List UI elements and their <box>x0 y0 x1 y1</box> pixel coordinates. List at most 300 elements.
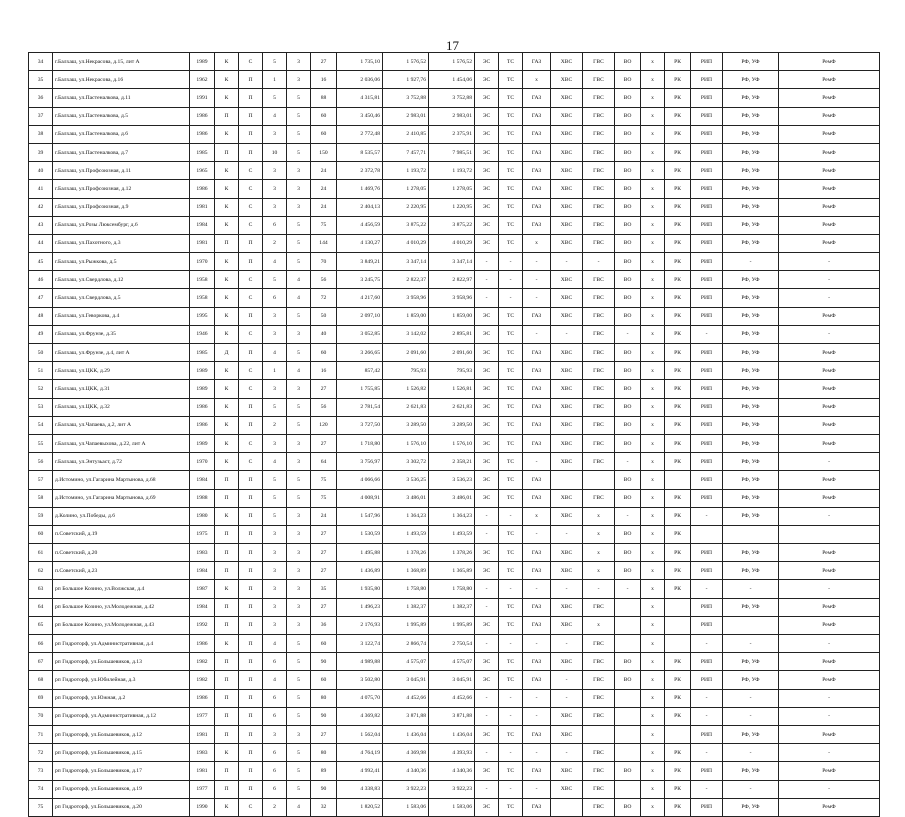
cell-entrances-count: 3 <box>263 198 287 216</box>
cell-cold-water: ХВС <box>551 562 583 580</box>
cell-address: г.Балхаш, ул.Свердлова, д.12 <box>53 271 190 289</box>
cell-address: г.Балхаш, ул.Фрунзе, д.35 <box>53 325 190 343</box>
cell-entrances-count: 3 <box>263 562 287 580</box>
cell-rf-uf-fund: РФ, УФ <box>723 125 779 143</box>
cell-electricity: ЭС <box>475 380 499 398</box>
housing-register-table <box>28 52 880 817</box>
table-row <box>29 562 880 580</box>
cell-rf-uf-fund <box>723 525 779 543</box>
cell-sewerage: ВО <box>615 125 641 143</box>
cell-cold-water: ХВС <box>551 707 583 725</box>
cell-rf-uf-fund: РФ, УФ <box>723 89 779 107</box>
cell-hot-water: ГВС <box>583 744 615 762</box>
cell-hot-water: - <box>583 580 615 598</box>
cell-wall-material: К <box>215 71 239 89</box>
cell-entrances-count: 5 <box>263 53 287 71</box>
cell-hot-water: ГВС <box>583 635 615 653</box>
cell-cold-water <box>551 798 583 816</box>
cell-rip-fund: - <box>691 325 723 343</box>
cell-rip-fund: РИП <box>691 762 723 780</box>
cell-gas: - <box>523 780 551 798</box>
cell-remf-fund: РемФ <box>779 234 880 252</box>
cell-floor-material: П <box>239 616 263 634</box>
cell-rip-fund: РИП <box>691 562 723 580</box>
cell-residential-area: 2 983,01 <box>429 107 475 125</box>
cell-cold-water: - <box>551 525 583 543</box>
cell-electricity: - <box>475 289 499 307</box>
cell-cold-water: ХВС <box>551 53 583 71</box>
cell-year-built: 1981 <box>190 762 215 780</box>
cell-sewerage: ВО <box>615 271 641 289</box>
cell-hot-water: ГВС <box>583 653 615 671</box>
table-row <box>29 380 880 398</box>
cell-floor-material: П <box>239 71 263 89</box>
table-row <box>29 416 880 434</box>
cell-year-built: 1946 <box>190 325 215 343</box>
cell-floor-material: П <box>239 398 263 416</box>
cell-address: г.Балхаш, ул.Профсоюзная, д.11 <box>53 162 190 180</box>
cell-row-number: 38 <box>29 125 53 143</box>
cell-gas: ГАЗ <box>523 216 551 234</box>
cell-entrances-count: 10 <box>263 143 287 161</box>
cell-year-built: 1984 <box>190 471 215 489</box>
cell-living-area: 3 289,50 <box>383 416 429 434</box>
cell-repair-fund <box>665 725 691 743</box>
table-row <box>29 762 880 780</box>
cell-apartments-count: 27 <box>311 725 337 743</box>
cell-electricity: ЭС <box>475 216 499 234</box>
table-row <box>29 253 880 271</box>
cell-address: п.Советский, д.19 <box>53 525 190 543</box>
table-row <box>29 234 880 252</box>
cell-wall-material: К <box>215 744 239 762</box>
cell-flag: х <box>641 489 665 507</box>
cell-rip-fund: - <box>691 507 723 525</box>
cell-wall-material: К <box>215 271 239 289</box>
cell-year-built: 1977 <box>190 707 215 725</box>
table-row <box>29 125 880 143</box>
cell-heating: ТС <box>499 725 523 743</box>
cell-repair-fund: РК <box>665 271 691 289</box>
cell-electricity: ЭС <box>475 616 499 634</box>
cell-electricity: - <box>475 525 499 543</box>
cell-rf-uf-fund: - <box>723 253 779 271</box>
cell-row-number: 40 <box>29 162 53 180</box>
cell-entrances-count: 3 <box>263 580 287 598</box>
cell-rip-fund: РИП <box>691 434 723 452</box>
table-row <box>29 162 880 180</box>
cell-apartments-count: 144 <box>311 234 337 252</box>
cell-heating: - <box>499 271 523 289</box>
cell-cold-water: - <box>551 635 583 653</box>
cell-living-area: 795,93 <box>383 362 429 380</box>
cell-residential-area: 3 045,91 <box>429 671 475 689</box>
cell-row-number: 48 <box>29 307 53 325</box>
cell-hot-water: ГВС <box>583 489 615 507</box>
cell-hot-water: ГВС <box>583 598 615 616</box>
cell-heating: - <box>499 580 523 598</box>
cell-floor-material: П <box>239 725 263 743</box>
cell-living-area: 1 576,10 <box>383 434 429 452</box>
table-row <box>29 780 880 798</box>
cell-residential-area: 3 958,96 <box>429 289 475 307</box>
cell-electricity: ЭС <box>475 198 499 216</box>
cell-address: г.Балхаш, ул.ЦКК, д.32 <box>53 398 190 416</box>
cell-gas: ГАЗ <box>523 125 551 143</box>
cell-residential-area: 2 091,60 <box>429 344 475 362</box>
cell-residential-area: 3 875,22 <box>429 216 475 234</box>
cell-floor-material: П <box>239 635 263 653</box>
cell-total-area: 1 496,23 <box>337 598 383 616</box>
cell-address: рп Гидроторф, ул.Административная, д.4 <box>53 635 190 653</box>
cell-entrances-count: 6 <box>263 744 287 762</box>
cell-flag: х <box>641 725 665 743</box>
cell-residential-area: 2 358,21 <box>429 453 475 471</box>
cell-rip-fund: - <box>691 635 723 653</box>
cell-hot-water: ГВС <box>583 162 615 180</box>
cell-total-area: 8 535,57 <box>337 143 383 161</box>
cell-year-built: 1986 <box>190 635 215 653</box>
cell-floors-count: 3 <box>287 180 311 198</box>
cell-gas: ГАЗ <box>523 362 551 380</box>
cell-remf-fund: РемФ <box>779 671 880 689</box>
cell-apartments-count: 75 <box>311 489 337 507</box>
cell-electricity: - <box>475 707 499 725</box>
cell-rf-uf-fund: РФ, УФ <box>723 762 779 780</box>
cell-remf-fund <box>779 525 880 543</box>
cell-floor-material: П <box>239 125 263 143</box>
cell-wall-material: П <box>215 525 239 543</box>
cell-gas: ГАЗ <box>523 162 551 180</box>
cell-floor-material: П <box>239 489 263 507</box>
cell-heating: - <box>499 507 523 525</box>
cell-address: г.Балхаш, ул.Свердлова, д.5 <box>53 289 190 307</box>
cell-remf-fund: РемФ <box>779 362 880 380</box>
cell-apartments-count: 60 <box>311 671 337 689</box>
cell-row-number: 58 <box>29 489 53 507</box>
cell-flag: х <box>641 707 665 725</box>
cell-living-area: 2 091,60 <box>383 344 429 362</box>
cell-apartments-count: 27 <box>311 562 337 580</box>
cell-rf-uf-fund: РФ, УФ <box>723 544 779 562</box>
cell-address: г.Балхаш, ул.Пастеналкова, д.6 <box>53 125 190 143</box>
cell-entrances-count: 5 <box>263 89 287 107</box>
cell-address: д.Истомино, ул.Гагарина Мартынова, д.68 <box>53 471 190 489</box>
cell-row-number: 39 <box>29 143 53 161</box>
cell-year-built: 1986 <box>190 107 215 125</box>
cell-year-built: 1989 <box>190 434 215 452</box>
cell-rip-fund: РИП <box>691 416 723 434</box>
cell-wall-material: К <box>215 180 239 198</box>
cell-gas: ГАЗ <box>523 416 551 434</box>
cell-rf-uf-fund: - <box>723 689 779 707</box>
cell-row-number: 53 <box>29 398 53 416</box>
cell-rf-uf-fund: РФ, УФ <box>723 325 779 343</box>
cell-total-area: 1 469,76 <box>337 180 383 198</box>
cell-residential-area: 1 493,59 <box>429 525 475 543</box>
cell-address: г.Балхаш, ул.Розы Люксембург, д.6 <box>53 216 190 234</box>
cell-year-built: 1986 <box>190 416 215 434</box>
cell-flag: х <box>641 598 665 616</box>
cell-electricity: ЭС <box>475 143 499 161</box>
cell-gas: ГАЗ <box>523 198 551 216</box>
cell-row-number: 41 <box>29 180 53 198</box>
cell-electricity: ЭС <box>475 653 499 671</box>
cell-heating: ТС <box>499 362 523 380</box>
cell-floors-count: 3 <box>287 453 311 471</box>
cell-rip-fund: РИП <box>691 544 723 562</box>
cell-repair-fund: РК <box>665 180 691 198</box>
cell-sewerage: ВО <box>615 198 641 216</box>
cell-apartments-count: 75 <box>311 471 337 489</box>
table-row <box>29 616 880 634</box>
cell-repair-fund: РК <box>665 653 691 671</box>
cell-repair-fund: РК <box>665 762 691 780</box>
cell-sewerage: ВО <box>615 525 641 543</box>
cell-floors-count: 4 <box>287 271 311 289</box>
cell-apartments-count: 24 <box>311 198 337 216</box>
cell-flag: х <box>641 689 665 707</box>
cell-hot-water: ГВС <box>583 707 615 725</box>
cell-heating: ТС <box>499 198 523 216</box>
cell-repair-fund: РК <box>665 143 691 161</box>
cell-floors-count: 5 <box>287 89 311 107</box>
cell-heating: ТС <box>499 380 523 398</box>
cell-living-area: 3 922,23 <box>383 780 429 798</box>
cell-wall-material: П <box>215 562 239 580</box>
cell-rf-uf-fund: - <box>723 707 779 725</box>
cell-flag: х <box>641 180 665 198</box>
cell-remf-fund: РемФ <box>779 307 880 325</box>
cell-floor-material: П <box>239 471 263 489</box>
cell-rf-uf-fund <box>723 616 779 634</box>
cell-address: г.Балхаш, ул.Некрасова, д.15, лит А <box>53 53 190 71</box>
cell-address: д.Колино, ул.Победы, д.6 <box>53 507 190 525</box>
cell-floor-material: П <box>239 580 263 598</box>
cell-repair-fund <box>665 471 691 489</box>
cell-floors-count: 5 <box>287 107 311 125</box>
table-row <box>29 398 880 416</box>
cell-year-built: 1985 <box>190 344 215 362</box>
cell-gas: ГАЗ <box>523 489 551 507</box>
cell-total-area: 4 992,41 <box>337 762 383 780</box>
cell-rip-fund: РИП <box>691 162 723 180</box>
cell-sewerage: ВО <box>615 162 641 180</box>
cell-cold-water: ХВС <box>551 653 583 671</box>
cell-gas: ГАЗ <box>523 616 551 634</box>
cell-floor-material: С <box>239 362 263 380</box>
cell-entrances-count: 6 <box>263 216 287 234</box>
cell-electricity: - <box>475 635 499 653</box>
table-row <box>29 744 880 762</box>
cell-heating: - <box>499 253 523 271</box>
cell-flag: х <box>641 234 665 252</box>
cell-sewerage: ВО <box>615 253 641 271</box>
cell-flag: х <box>641 635 665 653</box>
table-row <box>29 434 880 452</box>
cell-entrances-count: 3 <box>263 525 287 543</box>
cell-floor-material: С <box>239 180 263 198</box>
cell-hot-water: х <box>583 562 615 580</box>
cell-floor-material: С <box>239 198 263 216</box>
cell-total-area: 3 266,65 <box>337 344 383 362</box>
cell-wall-material: П <box>215 653 239 671</box>
cell-cold-water: ХВС <box>551 489 583 507</box>
cell-floor-material: С <box>239 325 263 343</box>
cell-entrances-count: 3 <box>263 380 287 398</box>
cell-repair-fund: РК <box>665 362 691 380</box>
cell-total-area: 3 052,85 <box>337 325 383 343</box>
cell-sewerage: ВО <box>615 362 641 380</box>
cell-sewerage: ВО <box>615 653 641 671</box>
cell-rip-fund: РИП <box>691 271 723 289</box>
cell-rf-uf-fund: РФ, УФ <box>723 398 779 416</box>
cell-electricity: ЭС <box>475 362 499 380</box>
cell-living-area: 3 958,96 <box>383 289 429 307</box>
cell-rip-fund: РИП <box>691 53 723 71</box>
cell-year-built: 1958 <box>190 289 215 307</box>
cell-total-area: 3 502,80 <box>337 671 383 689</box>
cell-entrances-count: 2 <box>263 234 287 252</box>
cell-rip-fund: РИП <box>691 380 723 398</box>
cell-cold-water: ХВС <box>551 107 583 125</box>
cell-cold-water: ХВС <box>551 234 583 252</box>
cell-year-built: 1995 <box>190 307 215 325</box>
cell-remf-fund: РемФ <box>779 125 880 143</box>
cell-rip-fund <box>691 525 723 543</box>
cell-flag: х <box>641 798 665 816</box>
cell-heating: - <box>499 780 523 798</box>
cell-gas: ГАЗ <box>523 798 551 816</box>
cell-floors-count: 3 <box>287 325 311 343</box>
cell-residential-area: 7 985,51 <box>429 143 475 161</box>
cell-residential-area: 4 393,93 <box>429 744 475 762</box>
cell-remf-fund: - <box>779 744 880 762</box>
cell-hot-water: ГВС <box>583 689 615 707</box>
cell-row-number: 44 <box>29 234 53 252</box>
cell-total-area: 3 727,50 <box>337 416 383 434</box>
cell-rf-uf-fund: РФ, УФ <box>723 362 779 380</box>
cell-address: г.Балхаш, ул.Геворкова, д.4 <box>53 307 190 325</box>
cell-address: рп Гидроторф, ул.Южная, д.2 <box>53 689 190 707</box>
cell-wall-material: К <box>215 89 239 107</box>
cell-residential-area: 2 822,97 <box>429 271 475 289</box>
cell-address: рп Гидроторф, ул.Юбилейная, д.3 <box>53 671 190 689</box>
cell-apartments-count: 27 <box>311 434 337 452</box>
cell-row-number: 54 <box>29 416 53 434</box>
cell-flag: х <box>641 162 665 180</box>
cell-total-area: 1 820,52 <box>337 798 383 816</box>
cell-electricity: ЭС <box>475 325 499 343</box>
cell-wall-material: К <box>215 398 239 416</box>
cell-sewerage <box>615 598 641 616</box>
cell-sewerage: ВО <box>615 471 641 489</box>
cell-hot-water: ГВС <box>583 234 615 252</box>
cell-repair-fund: РК <box>665 525 691 543</box>
cell-sewerage: ВО <box>615 234 641 252</box>
cell-wall-material: К <box>215 635 239 653</box>
cell-residential-area: 3 289,50 <box>429 416 475 434</box>
cell-wall-material: К <box>215 580 239 598</box>
cell-apartments-count: 36 <box>311 616 337 634</box>
cell-row-number: 66 <box>29 635 53 653</box>
cell-apartments-count: 88 <box>311 89 337 107</box>
cell-floor-material: С <box>239 434 263 452</box>
cell-apartments-count: 60 <box>311 635 337 653</box>
table-row <box>29 671 880 689</box>
cell-floor-material: П <box>239 507 263 525</box>
cell-entrances-count: 6 <box>263 653 287 671</box>
cell-residential-area: 1 758,80 <box>429 580 475 598</box>
cell-total-area: 4 369,82 <box>337 707 383 725</box>
cell-apartments-count: 56 <box>311 271 337 289</box>
cell-heating: ТС <box>499 71 523 89</box>
cell-electricity: ЭС <box>475 489 499 507</box>
cell-sewerage: ВО <box>615 416 641 434</box>
cell-living-area: 3 752,88 <box>383 89 429 107</box>
cell-sewerage: ВО <box>615 289 641 307</box>
cell-sewerage <box>615 780 641 798</box>
cell-entrances-count: 3 <box>263 307 287 325</box>
cell-year-built: 1989 <box>190 380 215 398</box>
cell-remf-fund: РемФ <box>779 216 880 234</box>
cell-apartments-count: 90 <box>311 780 337 798</box>
cell-floors-count: 3 <box>287 198 311 216</box>
cell-row-number: 52 <box>29 380 53 398</box>
cell-heating: ТС <box>499 762 523 780</box>
cell-living-area: 1 927,76 <box>383 71 429 89</box>
cell-year-built: 1989 <box>190 362 215 380</box>
cell-gas: ГАЗ <box>523 344 551 362</box>
cell-remf-fund: РемФ <box>779 598 880 616</box>
cell-apartments-count: 16 <box>311 71 337 89</box>
cell-hot-water: ГВС <box>583 344 615 362</box>
cell-floor-material: П <box>239 562 263 580</box>
cell-rip-fund: РИП <box>691 653 723 671</box>
table-row <box>29 507 880 525</box>
cell-floors-count: 3 <box>287 380 311 398</box>
cell-gas: ГАЗ <box>523 398 551 416</box>
cell-total-area: 4 130,27 <box>337 234 383 252</box>
cell-hot-water <box>583 725 615 743</box>
cell-cold-water: ХВС <box>551 416 583 434</box>
cell-sewerage: - <box>615 325 641 343</box>
cell-residential-area: 4 575,07 <box>429 653 475 671</box>
cell-gas: х <box>523 71 551 89</box>
cell-living-area: 1 493,59 <box>383 525 429 543</box>
cell-gas: - <box>523 707 551 725</box>
cell-electricity: ЭС <box>475 307 499 325</box>
cell-rf-uf-fund: РФ, УФ <box>723 489 779 507</box>
cell-address: г.Балхаш, ул.Пастеналкова, д.5 <box>53 107 190 125</box>
cell-row-number: 63 <box>29 580 53 598</box>
cell-hot-water: ГВС <box>583 180 615 198</box>
cell-wall-material: К <box>215 434 239 452</box>
cell-floors-count: 5 <box>287 253 311 271</box>
cell-entrances-count: 4 <box>263 671 287 689</box>
cell-cold-water: ХВС <box>551 143 583 161</box>
cell-wall-material: К <box>215 416 239 434</box>
cell-address: рп Гидроторф, ул.Большевиков, д.19 <box>53 780 190 798</box>
cell-total-area: 3 849,21 <box>337 253 383 271</box>
cell-entrances-count: 3 <box>263 325 287 343</box>
cell-living-area: 4 452,66 <box>383 689 429 707</box>
cell-hot-water: ГВС <box>583 398 615 416</box>
cell-floor-material: С <box>239 453 263 471</box>
table-row <box>29 216 880 234</box>
cell-floor-material: С <box>239 380 263 398</box>
cell-hot-water: х <box>583 525 615 543</box>
